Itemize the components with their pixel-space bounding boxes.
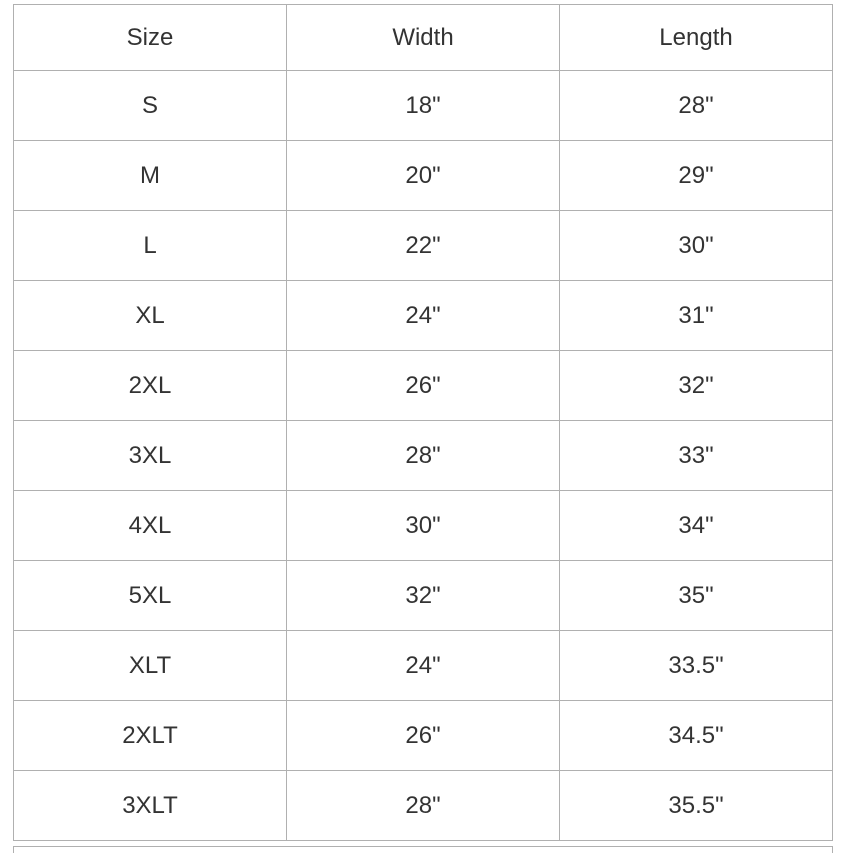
length-cell: 29" [560,141,833,211]
size-cell: 5XL [14,561,287,631]
table-row [14,71,833,141]
size-cell: XLT [14,631,287,701]
length-cell: 33" [560,421,833,491]
table-row [14,141,833,211]
size-cell: L [14,211,287,281]
size-cell: M [14,141,287,211]
length-cell: 34" [560,491,833,561]
table-row [14,771,833,841]
table-row [14,421,833,491]
length-cell: 30" [560,211,833,281]
width-cell: 24" [287,631,560,701]
table-row [14,351,833,421]
column-header-length: Length [560,5,833,71]
length-cell: 33.5" [560,631,833,701]
length-cell: 28" [560,71,833,141]
size-cell: 3XL [14,421,287,491]
header-row [14,5,833,71]
length-cell: 31" [560,281,833,351]
next-table-top-border [13,846,833,853]
column-header-width: Width [287,5,560,71]
length-cell: 32" [560,351,833,421]
table-row [14,211,833,281]
width-cell: 26" [287,351,560,421]
table-row [14,631,833,701]
size-chart-table [13,4,833,841]
table-row [14,701,833,771]
width-cell: 26" [287,701,560,771]
length-cell: 35" [560,561,833,631]
width-cell: 32" [287,561,560,631]
size-cell: 4XL [14,491,287,561]
length-cell: 35.5" [560,771,833,841]
size-cell: 2XL [14,351,287,421]
length-cell: 34.5" [560,701,833,771]
table-row [14,561,833,631]
table-row [14,491,833,561]
width-cell: 20" [287,141,560,211]
width-cell: 18" [287,71,560,141]
width-cell: 28" [287,421,560,491]
size-cell: S [14,71,287,141]
width-cell: 22" [287,211,560,281]
width-cell: 24" [287,281,560,351]
size-chart-header [14,5,833,71]
size-cell: 3XLT [14,771,287,841]
table-row [14,281,833,351]
width-cell: 28" [287,771,560,841]
width-cell: 30" [287,491,560,561]
size-chart-body [14,71,833,841]
size-cell: XL [14,281,287,351]
column-header-size: Size [14,5,287,71]
size-cell: 2XLT [14,701,287,771]
